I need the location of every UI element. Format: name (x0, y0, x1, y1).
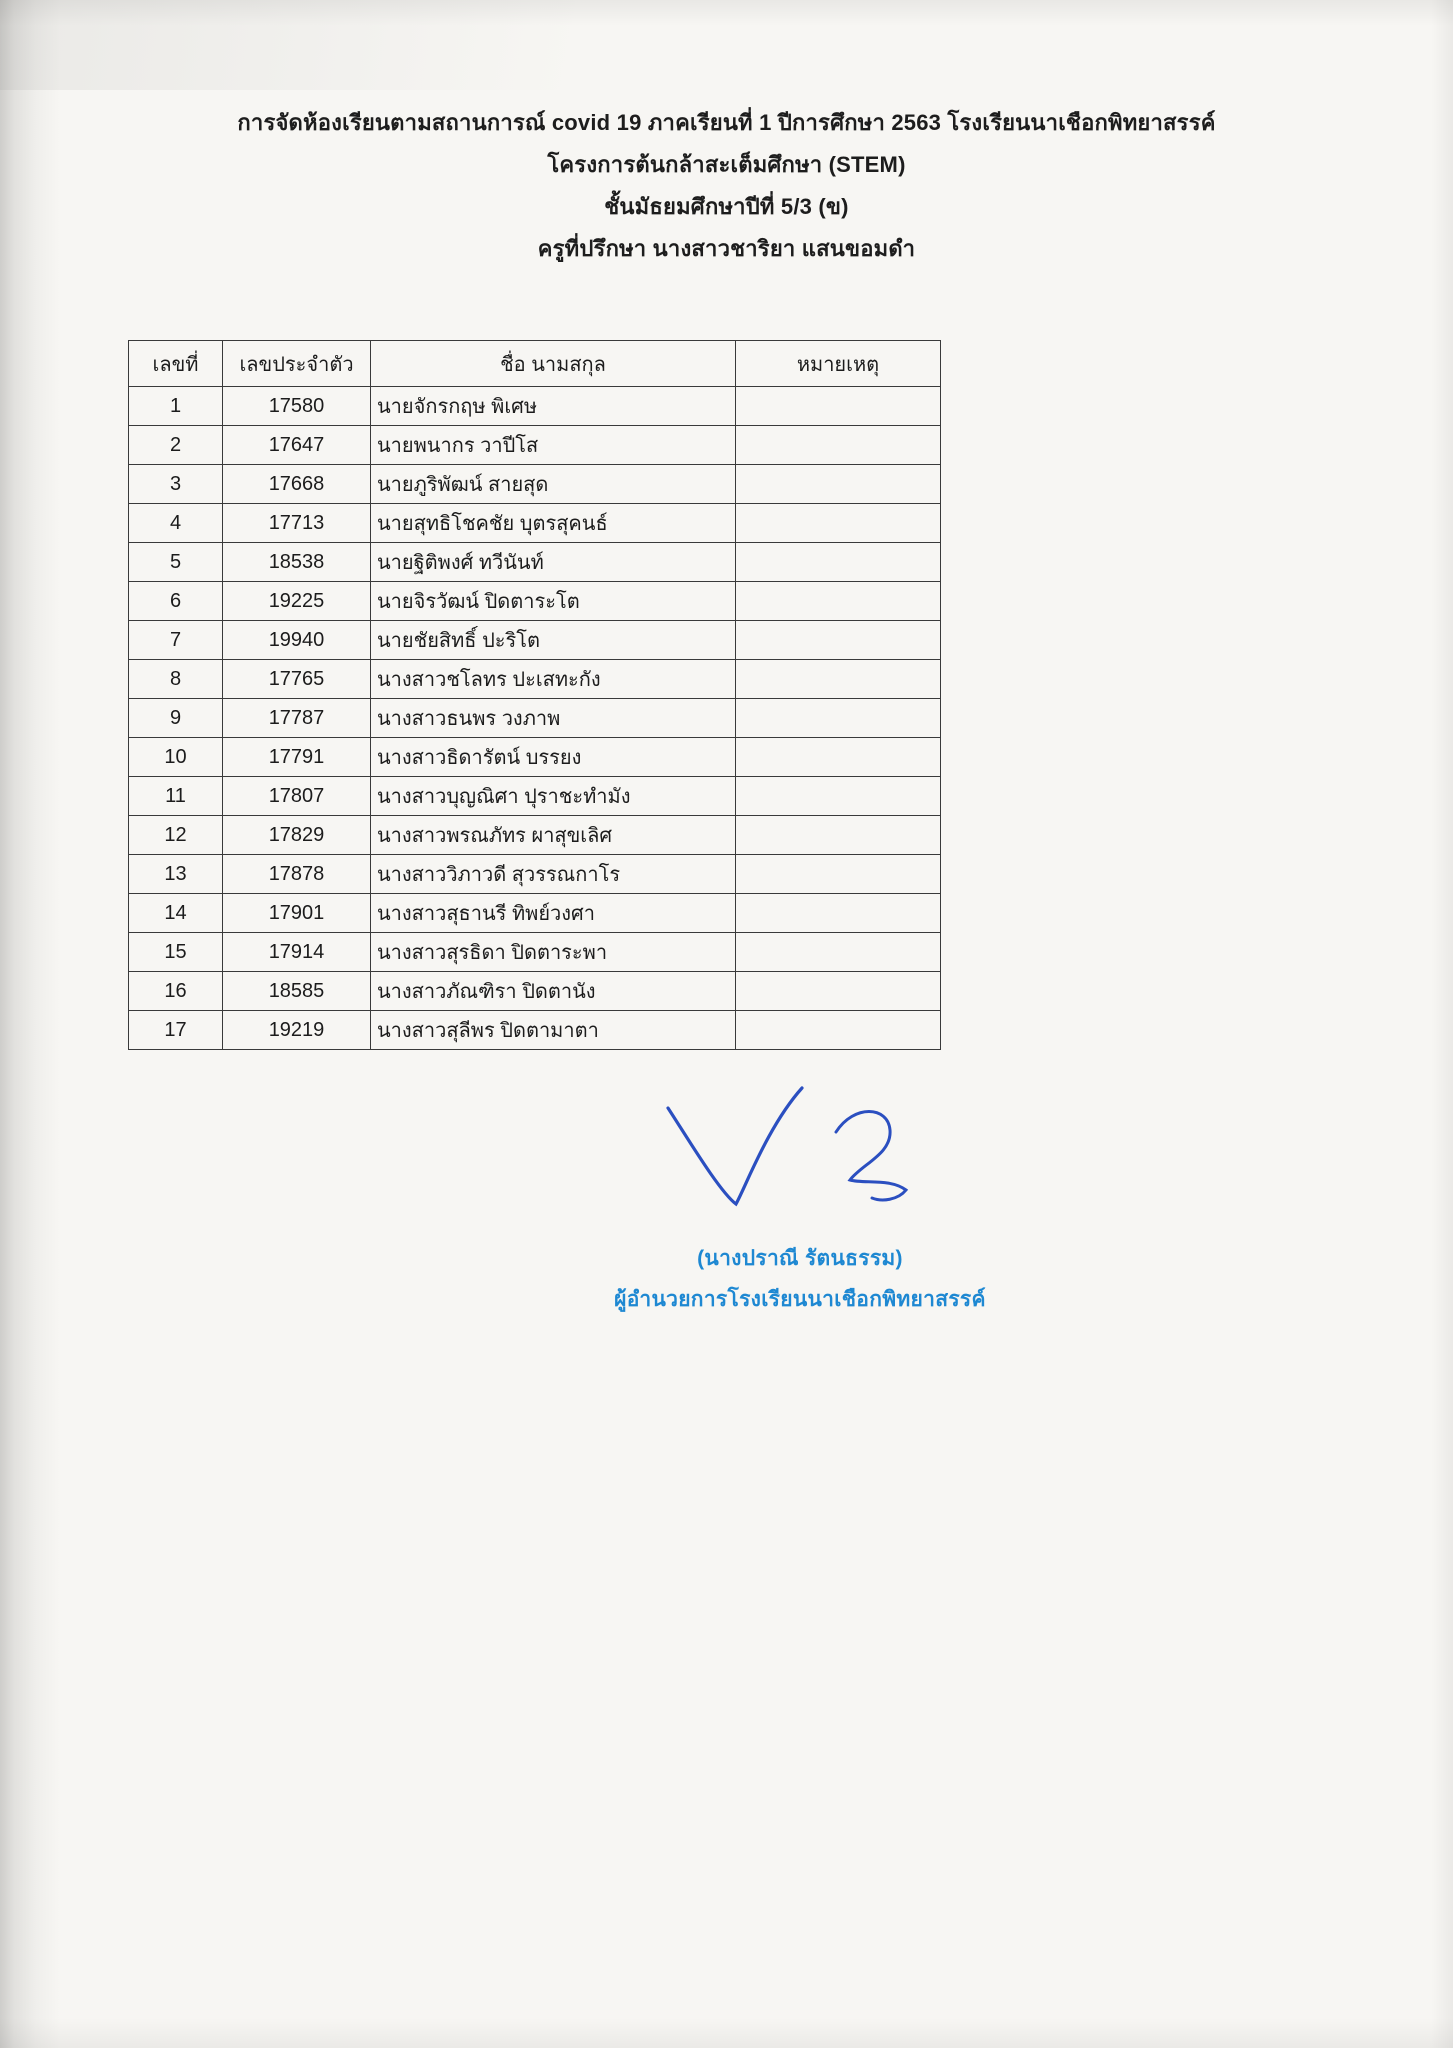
col-header-name: ชื่อ นามสกุล (371, 341, 736, 387)
table-row (129, 972, 941, 1011)
col-header-id: เลขประจำตัว (223, 341, 371, 387)
student-id-cell: 17829 (223, 816, 371, 855)
col-header-remark: หมายเหตุ (736, 341, 941, 387)
row-number-cell: 12 (129, 816, 223, 855)
student-name-cell: นางสาวธิดารัตน์ บรรยง (371, 738, 736, 777)
student-id-cell: 19225 (223, 582, 371, 621)
remark-cell (736, 972, 941, 1011)
row-number-cell: 16 (129, 972, 223, 1011)
title-line-2: โครงการต้นกล้าสะเต็มศึกษา (STEM) (547, 152, 906, 177)
table-row (129, 504, 941, 543)
table-row (129, 1011, 941, 1050)
row-number-cell: 10 (129, 738, 223, 777)
remark-cell (736, 504, 941, 543)
student-name-cell: นายจิรวัฒน์ ปิดตาระโต (371, 582, 736, 621)
student-name-cell: นายสุทธิโชคชัย บุตรสุคนธ์ (371, 504, 736, 543)
row-number-cell: 1 (129, 387, 223, 426)
student-id-cell: 17647 (223, 426, 371, 465)
student-id-cell: 17807 (223, 777, 371, 816)
student-name-cell: นางสาวภัณฑิรา ปิดตานัง (371, 972, 736, 1011)
student-name-cell: นายจักรกฤษ พิเศษ (371, 387, 736, 426)
student-name-cell: นางสาวบุญณิศา ปุราชะทำมัง (371, 777, 736, 816)
remark-cell (736, 387, 941, 426)
signature-block (560, 1080, 1040, 1316)
row-number-cell: 5 (129, 543, 223, 582)
remark-cell (736, 543, 941, 582)
row-number-cell: 8 (129, 660, 223, 699)
remark-cell (736, 426, 941, 465)
table-row (129, 621, 941, 660)
student-id-cell: 18585 (223, 972, 371, 1011)
row-number-cell: 4 (129, 504, 223, 543)
student-id-cell: 17580 (223, 387, 371, 426)
table-row (129, 816, 941, 855)
remark-cell (736, 1011, 941, 1050)
title-line-1: การจัดห้องเรียนตามสถานการณ์ covid 19 ภาคเรียนที่ 1 ปีการศึกษา 2563 โรงเรียนนาเชือกพิทยาสรรค์ (237, 110, 1216, 135)
table-body (129, 387, 941, 1050)
student-name-cell: นายฐิติพงศ์ ทวีนันท์ (371, 543, 736, 582)
scan-shadow-top (0, 0, 1453, 90)
student-id-cell: 17914 (223, 933, 371, 972)
table-row (129, 855, 941, 894)
remark-cell (736, 855, 941, 894)
table-row (129, 426, 941, 465)
row-number-cell: 11 (129, 777, 223, 816)
student-name-cell: นายพนากร วาปีโส (371, 426, 736, 465)
remark-cell (736, 465, 941, 504)
table-row (129, 465, 941, 504)
remark-cell (736, 660, 941, 699)
table-row (129, 582, 941, 621)
student-name-cell: นางสาวสุธานรี ทิพย์วงศา (371, 894, 736, 933)
table-row (129, 777, 941, 816)
row-number-cell: 13 (129, 855, 223, 894)
student-name-cell: นางสาวธนพร วงภาพ (371, 699, 736, 738)
table-row (129, 699, 941, 738)
student-id-cell: 19940 (223, 621, 371, 660)
col-header-no: เลขที่ (129, 341, 223, 387)
remark-cell (736, 816, 941, 855)
student-id-cell: 17713 (223, 504, 371, 543)
student-id-cell: 19219 (223, 1011, 371, 1050)
remark-cell (736, 738, 941, 777)
row-number-cell: 9 (129, 699, 223, 738)
signer-title: ผู้อำนวยการโรงเรียนนาเชือกพิทยาสรรค์ (614, 1288, 986, 1311)
remark-cell (736, 699, 941, 738)
table-row (129, 738, 941, 777)
row-number-cell: 2 (129, 426, 223, 465)
row-number-cell: 17 (129, 1011, 223, 1050)
student-id-cell: 17668 (223, 465, 371, 504)
student-id-cell: 17901 (223, 894, 371, 933)
signature-ink (650, 1080, 950, 1230)
remark-cell (736, 933, 941, 972)
student-name-cell: นางสาวชโลทร ปะเสทะกัง (371, 660, 736, 699)
table-header-row (129, 341, 941, 387)
student-id-cell: 18538 (223, 543, 371, 582)
student-id-cell: 17791 (223, 738, 371, 777)
student-name-cell: นางสาววิภาวดี สุวรรณกาโร (371, 855, 736, 894)
scan-shadow-left (0, 0, 60, 2048)
row-number-cell: 7 (129, 621, 223, 660)
remark-cell (736, 777, 941, 816)
student-id-cell: 17787 (223, 699, 371, 738)
table-row (129, 543, 941, 582)
remark-cell (736, 582, 941, 621)
table-row (129, 387, 941, 426)
row-number-cell: 6 (129, 582, 223, 621)
row-number-cell: 14 (129, 894, 223, 933)
table-row (129, 894, 941, 933)
student-name-cell: นางสาวสุลีพร ปิดตามาตา (371, 1011, 736, 1050)
student-id-cell: 17765 (223, 660, 371, 699)
row-number-cell: 3 (129, 465, 223, 504)
signature-ink-area (560, 1080, 1040, 1230)
student-roster-table (128, 340, 941, 1050)
row-number-cell: 15 (129, 933, 223, 972)
student-name-cell: นางสาวสุรธิดา ปิดตาระพา (371, 933, 736, 972)
student-id-cell: 17878 (223, 855, 371, 894)
remark-cell (736, 621, 941, 660)
signer-name: (นางปราณี รัตนธรรม) (697, 1247, 903, 1270)
student-name-cell: นางสาวพรณภัทร ผาสุขเลิศ (371, 816, 736, 855)
title-line-3: ชั้นมัธยมศึกษาปีที่ 5/3 (ข) (604, 194, 849, 219)
student-name-cell: นายชัยสิทธิ์ ปะริโต (371, 621, 736, 660)
remark-cell (736, 894, 941, 933)
table-row (129, 660, 941, 699)
document-header (0, 102, 1453, 270)
table-row (129, 933, 941, 972)
student-name-cell: นายภูริพัฒน์ สายสุด (371, 465, 736, 504)
title-line-4: ครูที่ปรึกษา นางสาวชาริยา แสนขอมดำ (537, 236, 916, 261)
